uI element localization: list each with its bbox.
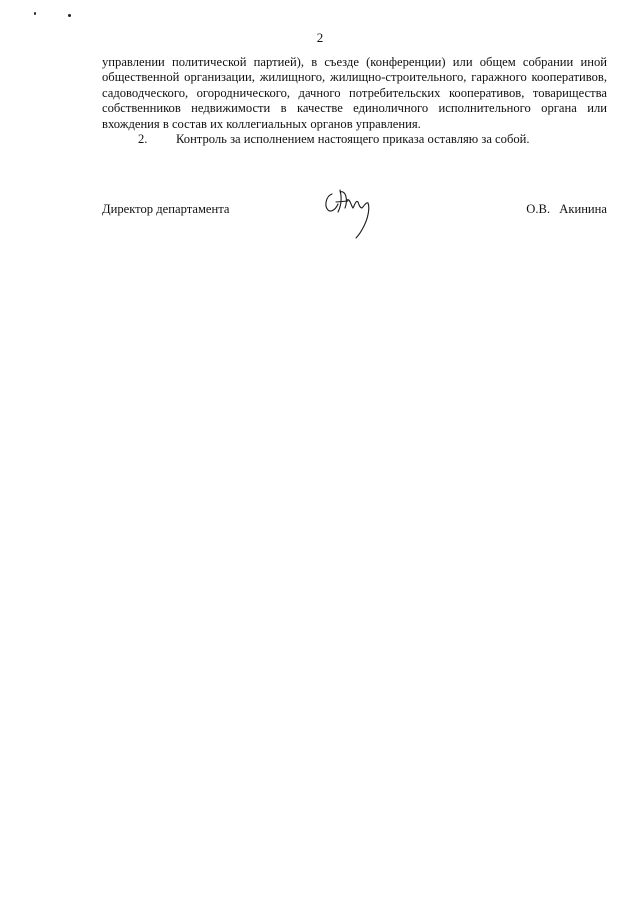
handwritten-signature	[318, 184, 380, 242]
document-body	[102, 55, 607, 147]
signer-position: Директор департамента	[102, 202, 230, 216]
page-number: 2	[316, 30, 324, 45]
item-number: 2.	[138, 132, 148, 147]
scan-speck	[68, 14, 71, 17]
signer-name: О.В. Акинина	[526, 202, 607, 216]
numbered-item	[102, 132, 607, 147]
paragraph-continuation: управлении политической партией), в съезде (конференции) или общем собрании иной общественной организации, жилищного, жилищно-строительного, гаражного кооперативов, садоводческого, огороднического, дачного потребительских кооперативов, товарищества собственников недвижимости в качестве единоличного исполнительного органа или вхождения в состав их коллегиальных органов управления.	[102, 55, 607, 131]
item-text: Контроль за исполнением настоящего приказа оставляю за собой.	[176, 132, 530, 147]
scan-speck	[34, 12, 36, 15]
